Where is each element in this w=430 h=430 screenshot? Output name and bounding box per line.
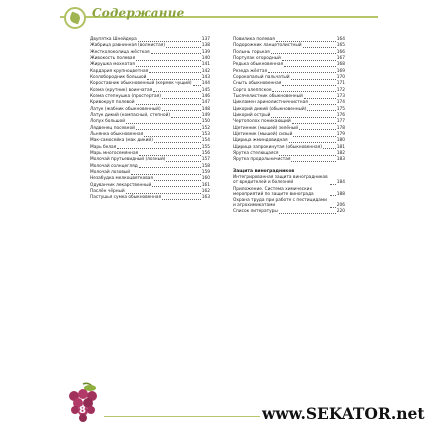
toc-entry-page: 157: [201, 157, 210, 163]
page-title: Содержание: [92, 6, 185, 20]
toc-entry-title: Полынь горькая: [233, 49, 270, 55]
toc-entry-page: 177: [336, 119, 345, 125]
dot-leader: [268, 72, 336, 73]
dot-leader: [126, 123, 201, 124]
toc-entry-page: 146: [201, 93, 210, 99]
dot-leader: [276, 41, 336, 42]
toc-entry[interactable]: [233, 82, 345, 87]
dot-leader: [166, 47, 201, 48]
toc-entry-title: Резеда жёлтая: [233, 68, 268, 74]
toc-entry-page: 148: [201, 106, 210, 112]
dot-leader: [323, 148, 336, 149]
toc-entry-page: 142: [201, 68, 210, 74]
toc-entry[interactable]: [233, 120, 345, 125]
toc-entry-title: Марь многосемянная: [90, 150, 139, 156]
toc-entry-page: 220: [336, 209, 345, 215]
toc-entry-page: 183: [336, 157, 345, 163]
toc-entry-page: 147: [201, 100, 210, 106]
toc-entry-title: Портулак огородный: [233, 55, 281, 61]
toc-entry-title: Интегрированная защита виноградников от вредителей и болезней: [233, 175, 328, 186]
toc-entry-page: 179: [336, 131, 345, 137]
toc-entry-page: 206: [336, 202, 345, 208]
toc-entry-title: Короставник обыкновенный (кермек чущий): [90, 81, 192, 87]
toc-entry-title: Лопух большой: [90, 119, 126, 125]
toc-entry-title: Незабудка мелкоцветковая: [90, 176, 153, 182]
dot-leader: [330, 195, 336, 196]
toc-entry[interactable]: [233, 127, 345, 132]
dot-leader: [272, 91, 335, 92]
toc-entry-title: Латук (жабник обыкновенный): [90, 106, 161, 112]
toc-entry-title: Список литературы: [233, 209, 278, 215]
dot-leader: [166, 161, 200, 162]
toc-entry-page: 172: [336, 87, 345, 93]
dot-leader: [153, 91, 201, 92]
toc-entry-title: Кардария крупноцветная: [90, 68, 149, 74]
dot-leader: [136, 104, 201, 105]
toc-entry[interactable]: [90, 44, 210, 49]
toc-entry-title: Одуванчик лекарственный: [90, 182, 152, 188]
leaf-logo-icon: [64, 7, 86, 29]
section-heading: Защита виноградников: [233, 169, 295, 175]
toc-entry[interactable]: [90, 158, 210, 163]
dot-leader: [284, 66, 336, 67]
toc-entry[interactable]: [233, 51, 345, 56]
toc-entry-page: 169: [336, 68, 345, 74]
footer-rule: [104, 416, 260, 417]
toc-entry-page: 153: [201, 131, 210, 137]
toc-entry[interactable]: [90, 165, 210, 170]
toc-entry-title: Мак-самосейка (мак дикий): [90, 138, 153, 144]
toc-entry-page: 137: [201, 37, 210, 42]
toc-entry-page: 182: [336, 150, 345, 156]
toc-entry-page: 176: [336, 112, 345, 118]
dot-leader: [271, 53, 336, 54]
toc-entry[interactable]: [90, 63, 210, 68]
toc-entry[interactable]: [90, 120, 210, 125]
toc-entry[interactable]: [233, 139, 345, 144]
toc-entry[interactable]: [233, 210, 345, 215]
dot-leader: [304, 98, 336, 99]
toc-entry-title: Щирица жминдовидная: [233, 138, 288, 144]
toc-entry-title: Марь белая: [90, 144, 117, 150]
toc-entry-title: Цикорий острый: [233, 112, 271, 118]
dot-leader: [162, 110, 201, 111]
toc-entry-page: 173: [336, 93, 345, 99]
dot-leader: [307, 110, 335, 111]
page-number: 8: [79, 405, 86, 416]
toc-entry-page: 181: [336, 144, 345, 150]
dot-leader: [162, 98, 201, 99]
toc-entry-title: Латук дикий (компасный, степной): [90, 112, 171, 118]
toc-entry-page: 166: [336, 49, 345, 55]
dot-leader: [154, 180, 201, 181]
toc-entry[interactable]: [90, 127, 210, 132]
dot-leader: [139, 155, 201, 156]
toc-entry[interactable]: [233, 158, 345, 163]
toc-entry-title: Жирушка мохнатая: [90, 62, 135, 68]
toc-entry-title: Жестколоколица жёсткая: [90, 49, 150, 55]
toc-entry-page: 158: [201, 163, 210, 169]
toc-entry-title: Молочай прутьевидный (лозный): [90, 157, 166, 163]
toc-entry-title: Паслён чёрный: [90, 188, 125, 194]
toc-entry-title: Цикламен аринолистничнистная: [233, 100, 308, 106]
dot-leader: [282, 85, 335, 86]
toc-entry[interactable]: [90, 139, 210, 144]
dot-leader: [117, 148, 201, 149]
dot-leader: [279, 155, 335, 156]
dot-leader: [279, 213, 336, 214]
toc-entry-page: 161: [201, 182, 210, 188]
toc-entry-page: 156: [201, 150, 210, 156]
dot-leader: [271, 117, 335, 118]
toc-entry[interactable]: [90, 51, 210, 56]
toc-entry[interactable]: [233, 108, 345, 113]
dot-leader: [171, 117, 201, 118]
toc-entry-page: 163: [201, 195, 210, 201]
toc-entry-title: Козлобородник большой: [90, 74, 147, 80]
toc-entry-page: 145: [201, 87, 210, 93]
dot-leader: [131, 174, 201, 175]
toc-entry[interactable]: [90, 196, 210, 201]
dot-leader: [144, 136, 201, 137]
toc-entry-page: 167: [336, 55, 345, 61]
watermark: www.SEKATOR.net: [262, 404, 425, 423]
dot-leader: [136, 60, 201, 61]
toc-entry-title: Подорожник ланцетолистный: [233, 43, 302, 49]
dot-leader: [138, 41, 201, 42]
toc-entry-title: Жабрица равнинная (волнистая): [90, 43, 165, 49]
dot-leader: [154, 142, 201, 143]
toc-entry-title: Живокость полевая: [90, 55, 136, 61]
toc-entry-page: 174: [336, 100, 345, 106]
toc-entry-page: 155: [201, 144, 210, 150]
toc-entry-title: Молочай солнцегляд: [90, 163, 138, 169]
toc-entry[interactable]: [233, 63, 345, 68]
toc-entry-title: Сорго алеппское: [233, 87, 272, 93]
dot-leader: [330, 207, 336, 208]
toc-entry-page: 149: [201, 112, 210, 118]
toc-entry-title: Щетинник (мышей) сизый: [233, 131, 293, 137]
toc-entry-title: Щирица запрокинутая (обыкновенная): [233, 144, 322, 150]
dot-leader: [330, 184, 336, 185]
toc-entry-page: 162: [201, 188, 210, 194]
dot-leader: [126, 193, 201, 194]
dot-leader: [147, 79, 200, 80]
toc-entry[interactable]: [90, 146, 210, 151]
toc-entry-title: Коэма степнушка (простертая): [90, 93, 161, 99]
toc-entry-page: 164: [336, 37, 345, 42]
toc-entry-page: 140: [201, 55, 210, 61]
toc-entry[interactable]: [233, 199, 345, 209]
toc-left-column: [90, 38, 210, 203]
toc-entry-title: Сорокопалый пальчатый: [233, 74, 290, 80]
toc-entry[interactable]: [233, 44, 345, 49]
toc-entry[interactable]: [233, 89, 345, 94]
toc-entry[interactable]: [90, 70, 210, 75]
toc-entry[interactable]: [90, 89, 210, 94]
toc-entry-page: 150: [201, 119, 210, 125]
toc-entry-page: 152: [201, 125, 210, 131]
toc-entry-title: Ярутка стелющаяся: [233, 150, 279, 156]
toc-entry-title: Охрана труда при работе с пестицидами и агрохимикатами: [233, 197, 327, 208]
dot-leader: [292, 123, 336, 124]
dot-leader: [282, 60, 336, 61]
toc-entry-page: 175: [336, 106, 345, 112]
dot-leader: [139, 167, 201, 168]
toc-entry[interactable]: [233, 146, 345, 151]
dot-leader: [136, 66, 201, 67]
toc-entry[interactable]: [233, 70, 345, 75]
toc-entry[interactable]: [90, 101, 210, 106]
toc-entry-page: 180: [336, 138, 345, 144]
toc-entry-title: Цикорий дикий (обыкновенный): [233, 106, 307, 112]
toc-entry[interactable]: [233, 101, 345, 106]
dot-leader: [299, 129, 336, 130]
dot-leader: [151, 53, 201, 54]
toc-entry-title: Ярутка продольничистая: [233, 157, 291, 163]
toc-right-column: [233, 38, 345, 216]
toc-entry-page: 178: [336, 125, 345, 131]
toc-entry-page: 165: [336, 43, 345, 49]
toc-entry-page: 170: [336, 74, 345, 80]
toc-entry-title: Двупятка Шнейдера: [90, 37, 137, 42]
toc-entry-title: Лядвенец посевной: [90, 125, 135, 131]
toc-entry-page: 160: [201, 176, 210, 182]
grapes-icon: [66, 382, 100, 422]
dot-leader: [162, 199, 201, 200]
dot-leader: [303, 47, 336, 48]
dot-leader: [293, 136, 335, 137]
toc-entry[interactable]: [90, 82, 210, 87]
toc-entry-page: 141: [201, 62, 210, 68]
toc-entry-title: Кривокруп полевой: [90, 100, 135, 106]
toc-entry-title: Пастушья сумка обыкновенная: [90, 195, 162, 201]
toc-entry[interactable]: [90, 177, 210, 182]
toc-entry-title: Льнянка обыкновенная: [90, 131, 144, 137]
dot-leader: [291, 161, 335, 162]
dot-leader: [149, 72, 201, 73]
toc-entry-page: 188: [336, 191, 345, 197]
toc-entry-title: Тысячелистник обыкновенный: [233, 93, 303, 99]
toc-entry[interactable]: [90, 184, 210, 189]
dot-leader: [291, 79, 336, 80]
toc-entry-page: 143: [201, 74, 210, 80]
dot-leader: [309, 104, 336, 105]
toc-entry[interactable]: [233, 176, 345, 186]
toc-entry-title: Редька обыкновенная: [233, 62, 284, 68]
dot-leader: [193, 85, 201, 86]
toc-entry-title: Щетинник (мышей) зелёный: [233, 125, 299, 131]
toc-entry-page: 159: [201, 169, 210, 175]
toc-entry-title: Чертополох поникающий: [233, 119, 291, 125]
toc-entry-page: 154: [201, 138, 210, 144]
dot-leader: [289, 142, 336, 143]
toc-entry-page: 138: [201, 43, 210, 49]
toc-entry-page: 168: [336, 62, 345, 68]
toc-entry[interactable]: [90, 108, 210, 113]
toc-entry[interactable]: [233, 188, 345, 198]
toc-entry-title: Молочай лозовый: [90, 169, 131, 175]
toc-entry-page: 184: [336, 180, 345, 186]
toc-entry-page: 139: [201, 49, 210, 55]
toc-entry-page: 171: [336, 81, 345, 87]
toc-entry-page: 144: [201, 81, 210, 87]
toc-entry-title: Коэма (крутник) воинчатая: [90, 87, 153, 93]
toc-entry-title: Сныть обыкновенная: [233, 81, 282, 87]
toc-entry-title: Приложение. Система химических мероприятий по защите винограда: [233, 186, 314, 197]
dot-leader: [136, 129, 201, 130]
dot-leader: [152, 186, 200, 187]
toc-entry-title: Повилика полевая: [233, 37, 275, 42]
